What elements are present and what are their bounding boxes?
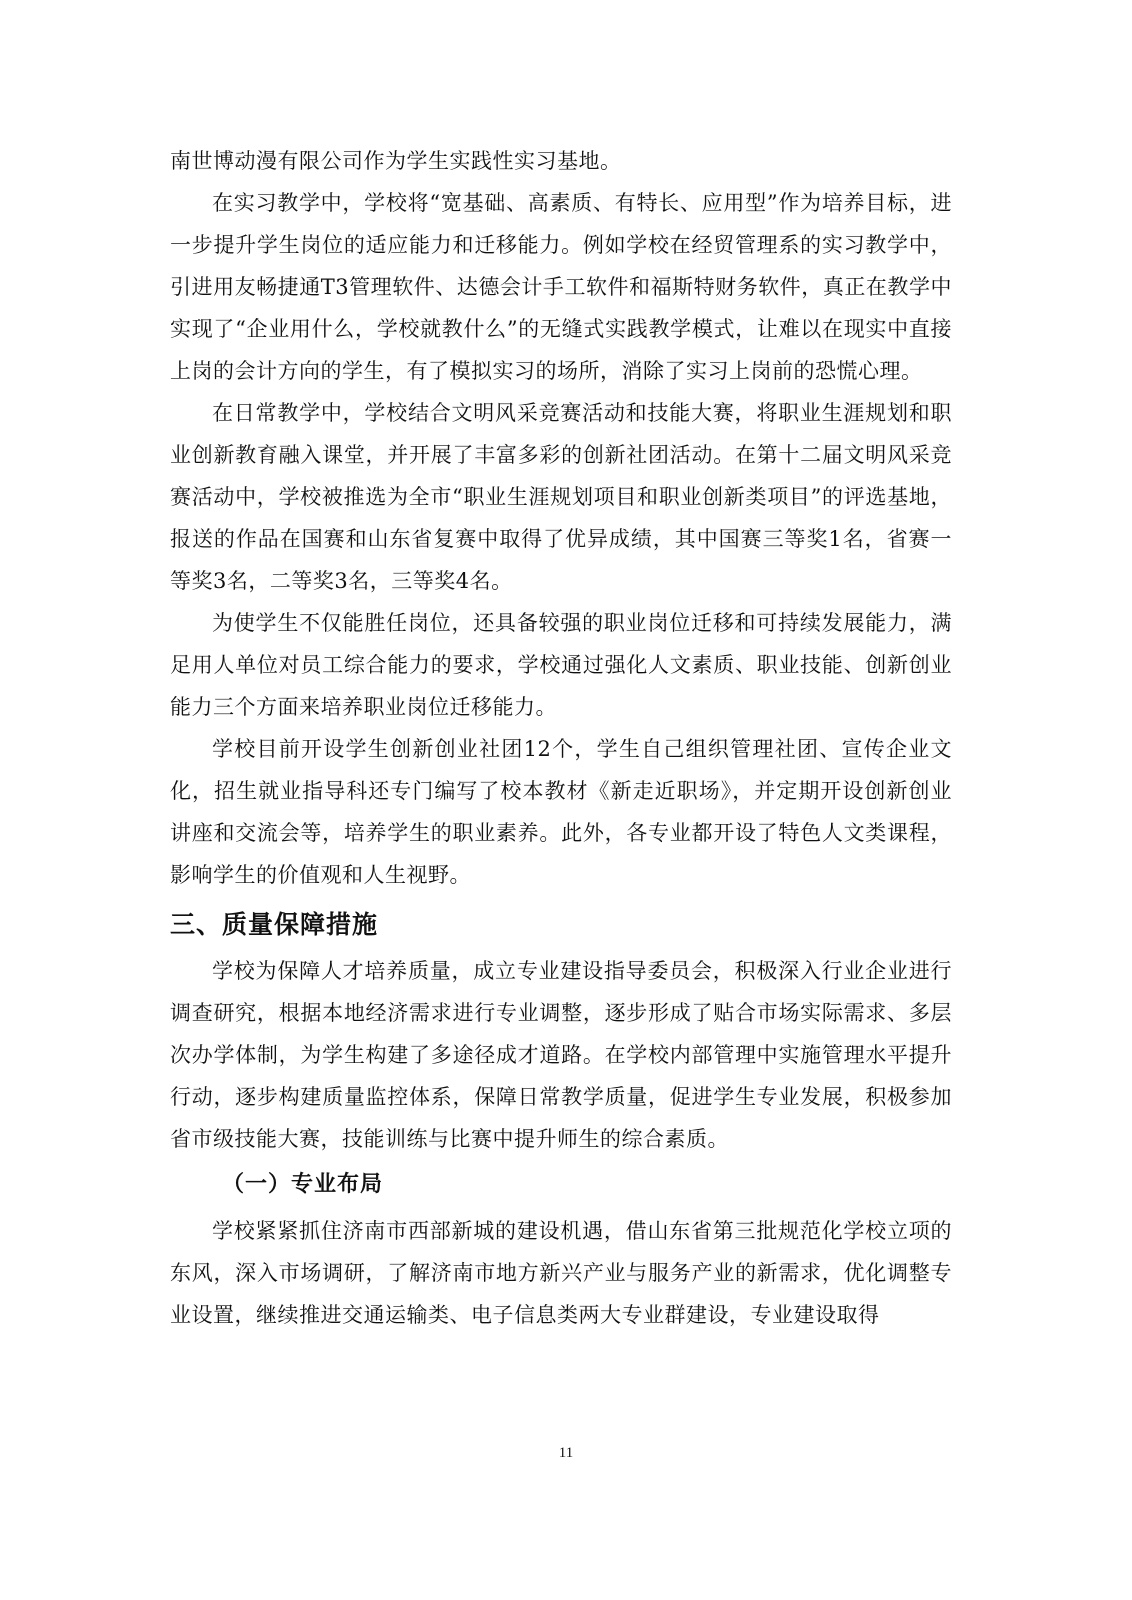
page-content xyxy=(170,140,952,1336)
paragraph-career-migration: 为使学生不仅能胜任岗位，还具备较强的职业岗位迁移和可持续发展能力，满足用人单位对员工综合能力的要求，学校通过强化人文素质、职业技能、创新创业能力三个方面来培养职业岗位迁移能力。 xyxy=(170,611,952,719)
subsection-heading: （一）专业布局 xyxy=(222,1172,384,1197)
paragraph-daily-teaching: 在日常教学中，学校结合文明风采竞赛活动和技能大赛，将职业生涯规划和职业创新教育融入课堂，并开展了丰富多彩的创新社团活动。在第十二届文明风采竞赛活动中，学校被推选为全市“职业生涯规划项目和职业创新类项目”的评选基地，报送的作品在国赛和山东省复赛中取得了优异成绩，其中国赛三等奖1名，省赛一等奖3名，二等奖3名，三等奖4名。 xyxy=(170,401,952,593)
paragraph-internship-teaching: 在实习教学中，学校将“宽基础、高素质、有特长、应用型”作为培养目标，进一步提升学生岗位的适应能力和迁移能力。例如学校在经贸管理系的实习教学中，引进用友畅捷通T3管理软件、达德会计手工软件和福斯特财务软件，真正在教学中实现了“企业用什么，学校就教什么”的无缝式实践教学模式，让难以在现实中直接上岗的会计方向的学生，有了模拟实习的场所，消除了实习上岗前的恐慌心理。 xyxy=(170,191,952,383)
page-number: 11 xyxy=(558,1445,574,1461)
paragraph-program-layout: 学校紧紧抓住济南市西部新城的建设机遇，借山东省第三批规范化学校立项的东风，深入市场调研，了解济南市地方新兴产业与服务产业的新需求，优化调整专业设置，继续推进交通运输类、电子信息类两大专业群建设，专业建设取得 xyxy=(170,1219,952,1327)
paragraph-student-clubs: 学校目前开设学生创新创业社团12个，学生自己组织管理社团、宣传企业文化，招生就业指导科还专门编写了校本教材《新走近职场》，并定期开设创新创业讲座和交流会等，培养学生的职业素养。此外，各专业都开设了特色人文类课程，影响学生的价值观和人生视野。 xyxy=(170,737,952,887)
paragraph-quality-assurance: 学校为保障人才培养质量，成立专业建设指导委员会，积极深入行业企业进行调查研究，根据本地经济需求进行专业调整，逐步形成了贴合市场实际需求、多层次办学体制，为学生构建了多途径成才道路。在学校内部管理中实施管理水平提升行动，逐步构建质量监控体系，保障日常教学质量，促进学生专业发展，积极参加省市级技能大赛，技能训练与比赛中提升师生的综合素质。 xyxy=(170,959,952,1151)
paragraph-continuation: 南世博动漫有限公司作为学生实践性实习基地。 xyxy=(170,149,622,173)
section-heading: 三、质量保障措施 xyxy=(170,910,379,939)
